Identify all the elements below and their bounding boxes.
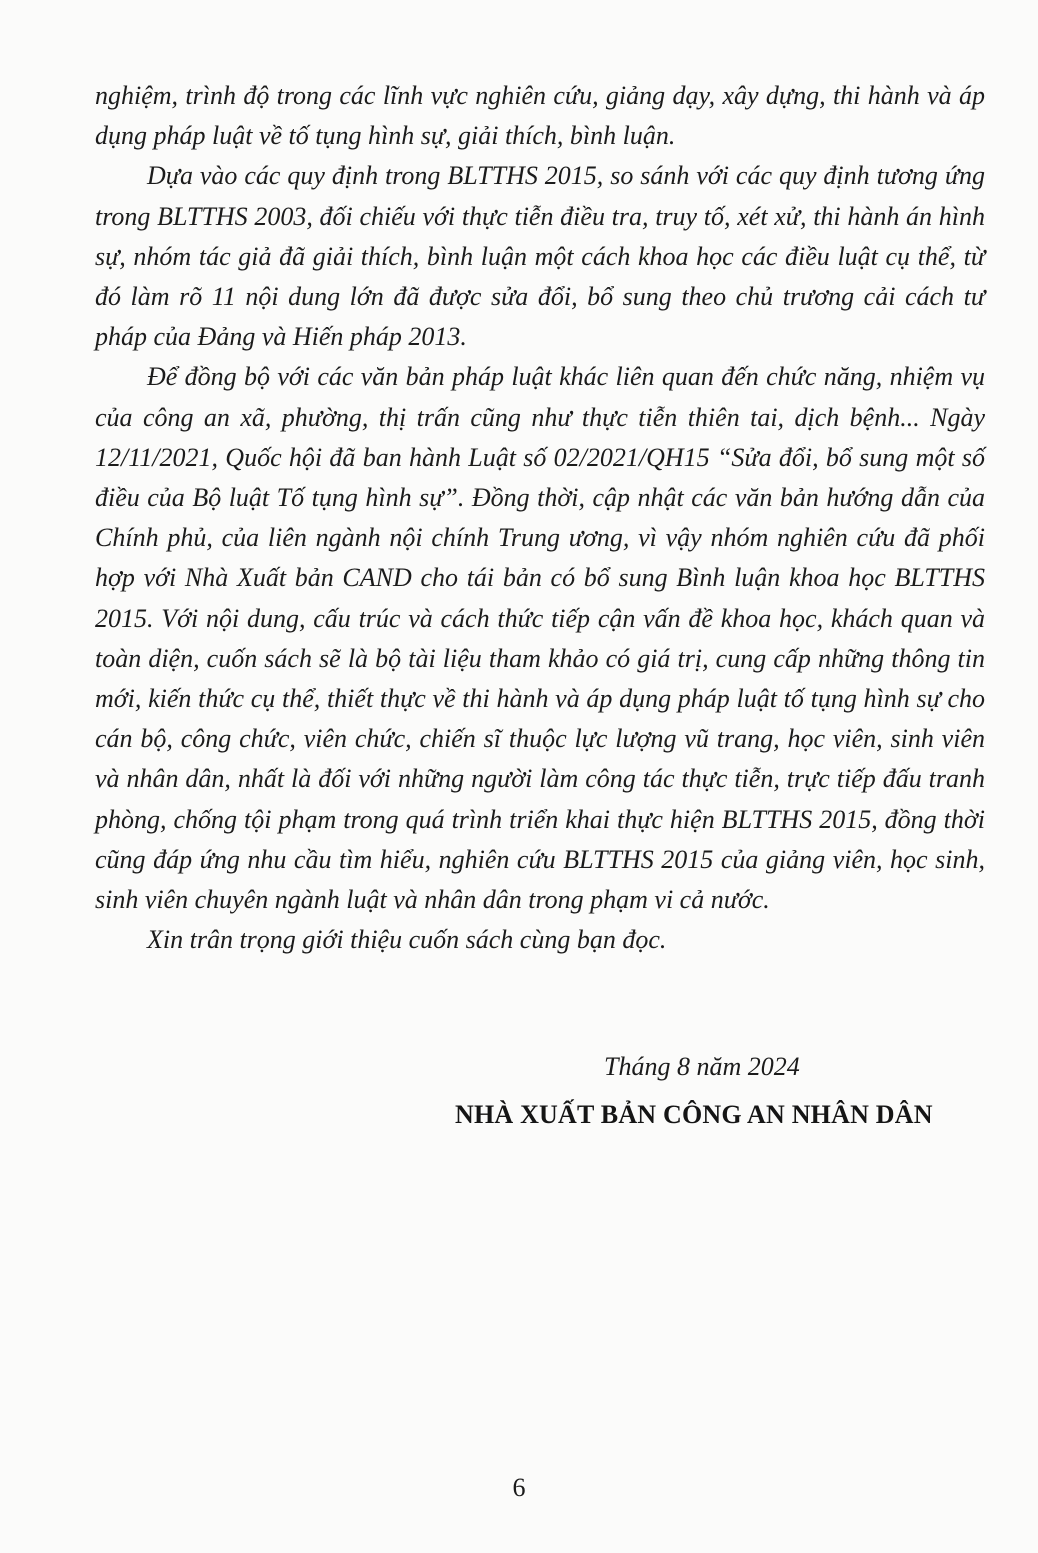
signature-date: Tháng 8 năm 2024 (604, 1052, 800, 1081)
paragraph-closing: Xin trân trọng giới thiệu cuốn sách cùng bạn đọc. (147, 925, 667, 955)
paragraph-revision: Để đồng bộ với các văn bản pháp luật khác liên quan đến chức năng, nhiệm vụ của công an xã, phường, thị trấn cũng như thực tiễn thiên tai, dịch bệnh... Ngày 12/11/2021, Quốc hội đã ban hành Luật số 02/2021/QH15 “Sửa đổi, bổ sung một số điều của Bộ luật Tố tụng hình sự”. Đồng thời, cập nhật các văn bản hướng dẫn của Chính phủ, của liên ngành nội chính Trung ương, vì vậy nhóm nghiên cứu đã phối hợp với Nhà Xuất bản CAND cho tái bản có bổ sung Bình luận khoa học BLTTHS 2015. Với nội dung, cấu trúc và cách thức tiếp cận vấn đề khoa học, khách quan và toàn diện, cuốn sách sẽ là bộ tài liệu tham khảo có giá trị, cung cấp những thông tin mới, kiến thức cụ thể, thiết thực về thi hành và áp dụng pháp luật tố tụng hình sự cho cán bộ, công chức, viên chức, chiến sĩ thuộc lực lượng vũ trang, học viên, sinh viên và nhân dân, nhất là đối với những người làm công tác thực tiễn, trực tiếp đấu tranh phòng, chống tội phạm trong quá trình triển khai thực hiện BLTTHS 2015, đồng thời cũng đáp ứng nhu cầu tìm hiểu, nghiên cứu BLTTHS 2015 của giảng viên, học sinh, sinh viên chuyên ngành luật và nhân dân trong phạm vi cả nước. (95, 362, 985, 915)
paragraph-continuation: nghiệm, trình độ trong các lĩnh vực nghiên cứu, giảng dạy, xây dựng, thi hành và áp dụng pháp luật về tố tụng hình sự, giải thích, bình luận. (95, 81, 985, 151)
body-text (95, 76, 985, 960)
page-number: 6 (512, 1473, 526, 1502)
paragraph-comparison: Dựa vào các quy định trong BLTTHS 2015, so sánh với các quy định tương ứng trong BLTTHS 2003, đối chiếu với thực tiễn điều tra, truy tố, xét xử, thi hành án hình sự, nhóm tác giả đã giải thích, bình luận một cách khoa học các điều luật cụ thể, từ đó làm rõ 11 nội dung lớn đã được sửa đổi, bổ sung theo chủ trương cải cách tư pháp của Đảng và Hiến pháp 2013. (95, 161, 985, 352)
publisher-name: NHÀ XUẤT BẢN CÔNG AN NHÂN DÂN (455, 1100, 933, 1129)
